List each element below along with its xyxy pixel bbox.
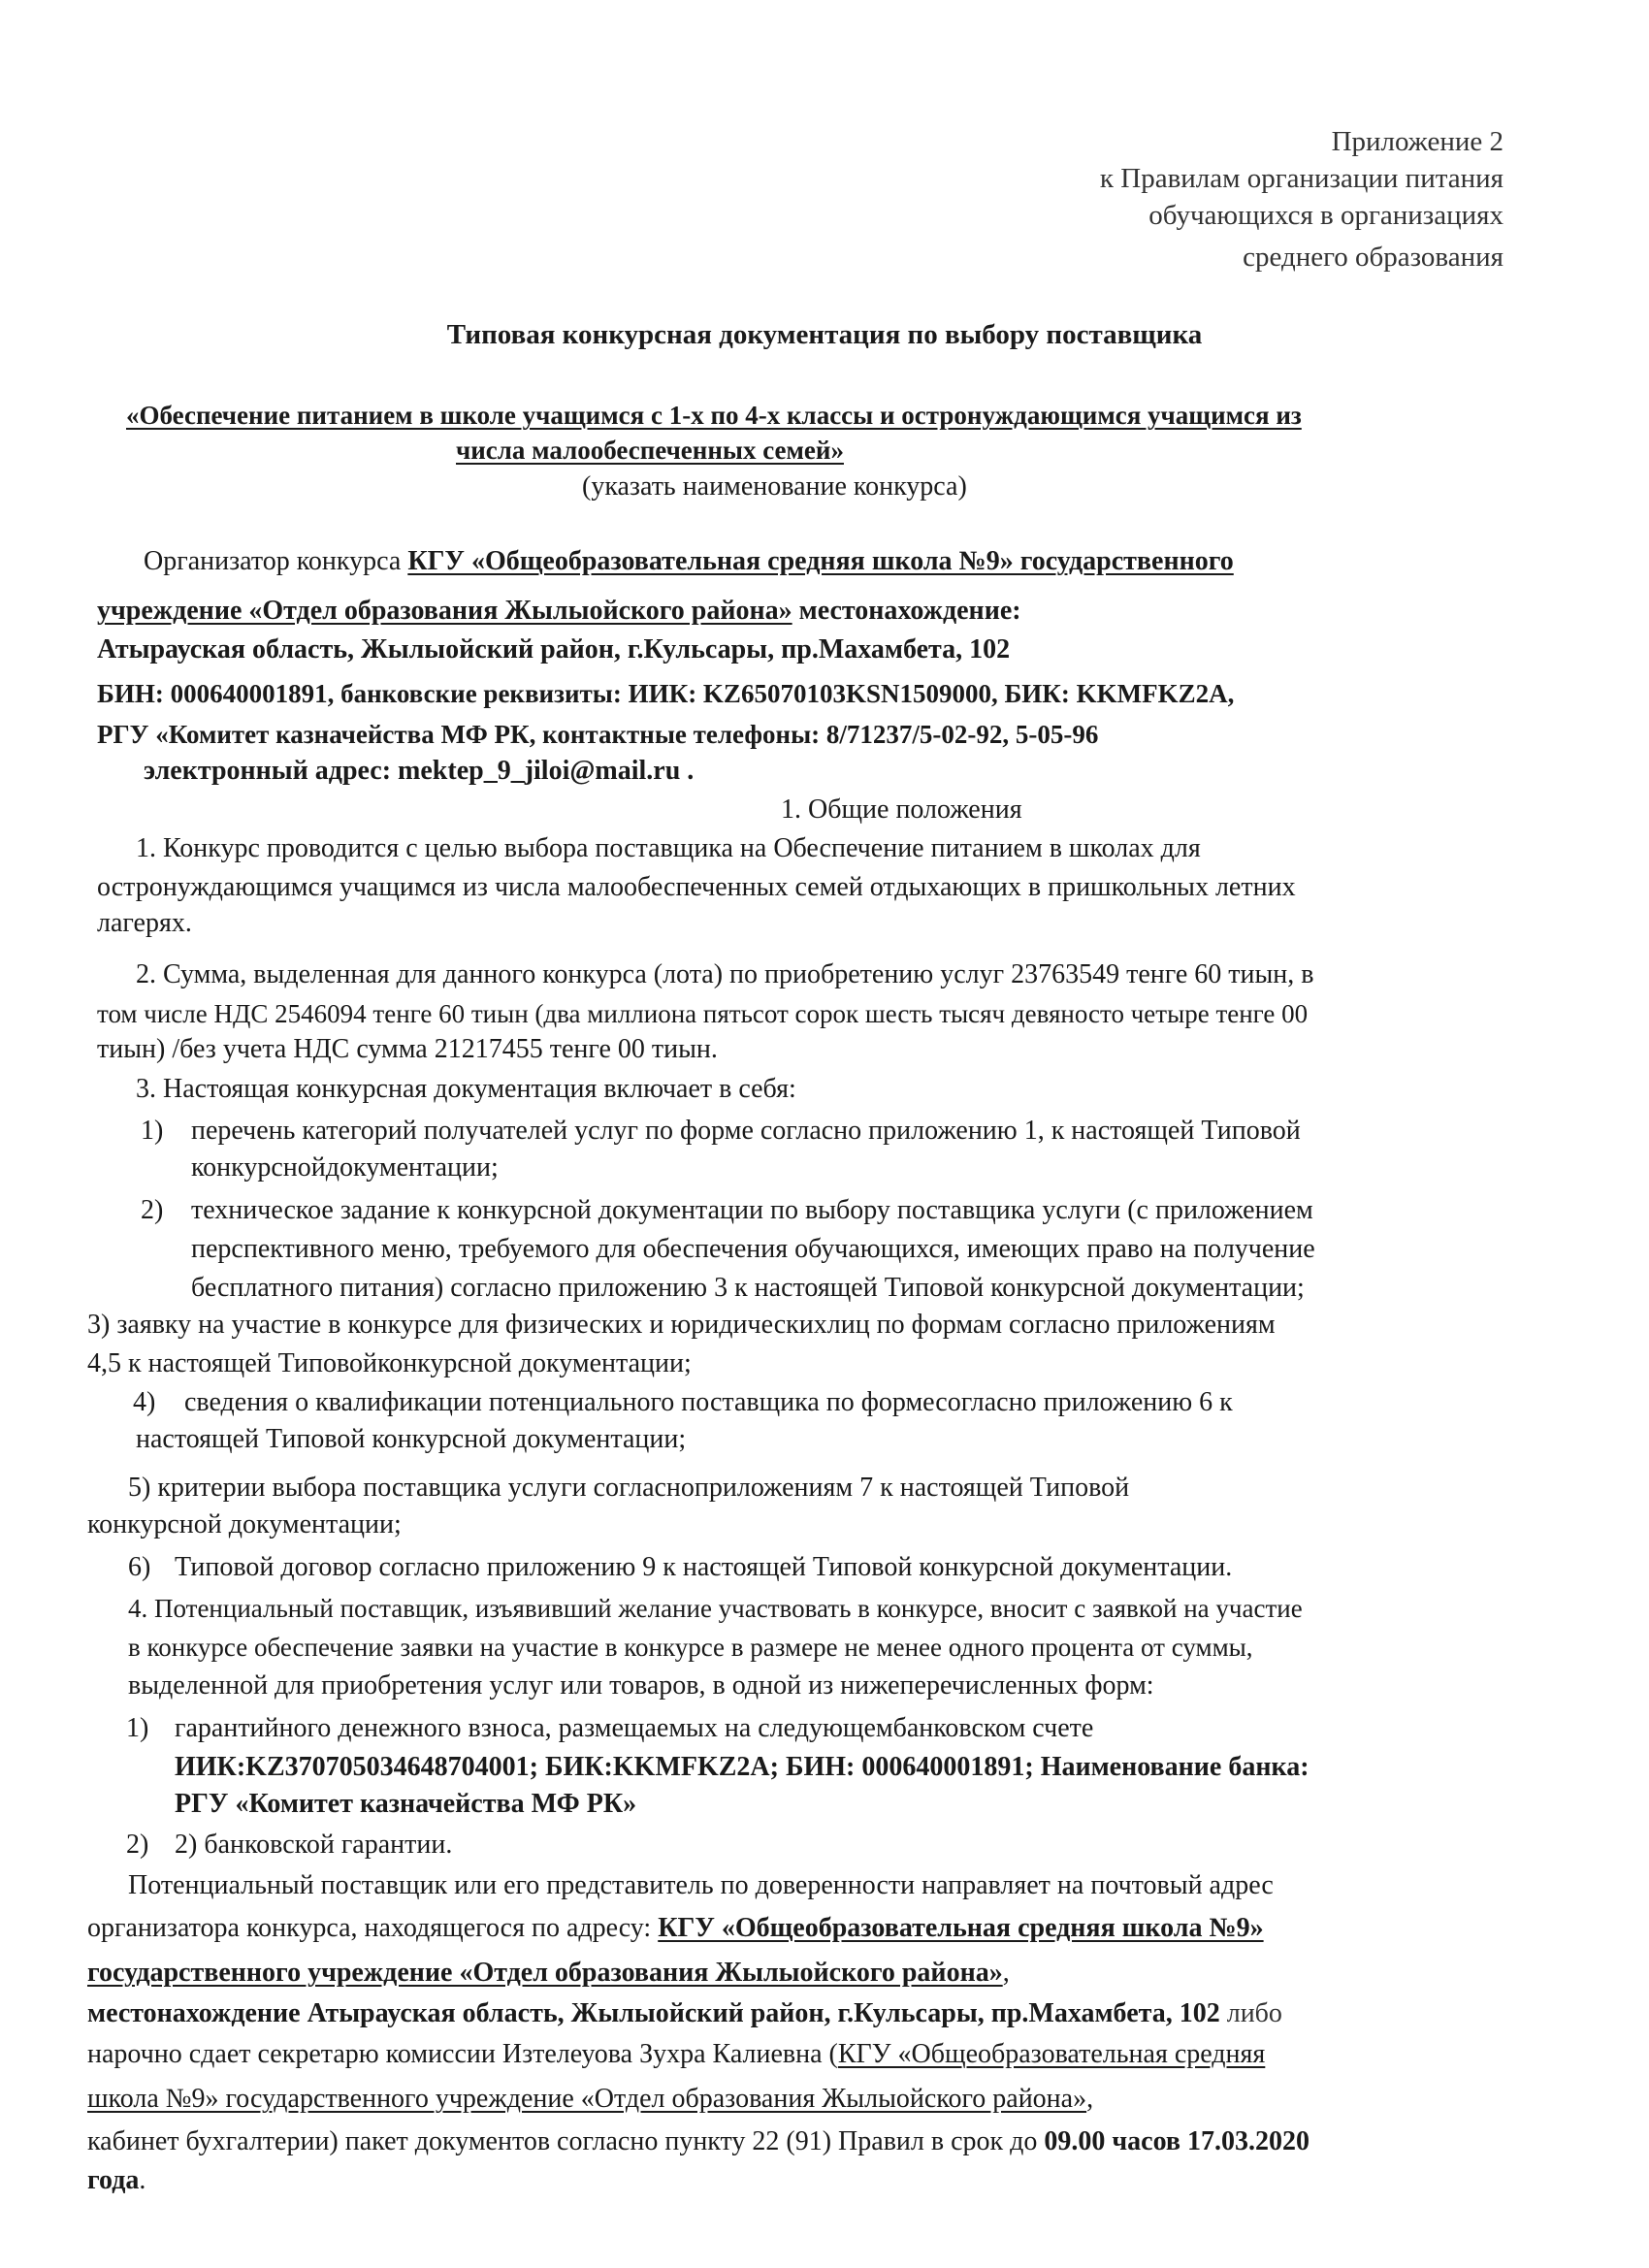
guarantee-1-line-3: РГУ «Комитет казначейства МФ РК» xyxy=(175,1789,637,1819)
guarantee-1-number: 1) xyxy=(126,1713,149,1743)
p1-line-2: остронуждающимся учащимся из числа малообеспеченных семей отдыхающих в пришкольных летних xyxy=(97,872,1296,902)
item-6-line-1: Типовой договор согласно приложению 9 к настоящей Типовой конкурсной документации. xyxy=(175,1552,1233,1582)
p2-line-2: том числе НДС 2546094 тенге 60 тиын (два миллиона пятьсот сорок шесть тысяч девяносто четыре тенге 00 xyxy=(97,999,1309,1028)
p3-line-1: 3. Настоящая конкурсная документация включает в себя: xyxy=(136,1074,796,1104)
organizer-prefix: Организатор конкурса xyxy=(144,546,408,576)
item-3-line-2: 4,5 к настоящей Типовойконкурсной документации; xyxy=(87,1348,692,1378)
item-4-number: 4) xyxy=(133,1387,156,1417)
p4-line-1: 4. Потенциальный поставщик, изъявивший желание участвовать в конкурсе, вносит с заявкой на участие xyxy=(128,1594,1303,1623)
p2-line-3: тиын) /без учета НДС сумма 21217455 тенге 00 тиын. xyxy=(97,1034,718,1064)
p5-line-3 xyxy=(87,1956,1010,1991)
item-5-line-1: 5) критерии выбора поставщика услуги согласноприложениям 7 к настоящей Типовой xyxy=(128,1473,1130,1503)
organizer-location-label: местонахождение: xyxy=(792,596,1021,626)
item-1-line-1: перечень категорий получателей услуг по форме согласно приложению 1, к настоящей Типовой xyxy=(191,1116,1301,1146)
p5-line-2 xyxy=(87,1911,1264,1946)
organizer-name-part-1: КГУ «Общеобразовательная средняя школа №9» государственного xyxy=(407,546,1234,576)
p1-line-1: 1. Конкурс проводится с целью выбора поставщика на Обеспечение питанием в школах для xyxy=(136,833,1201,863)
p5-line-5 xyxy=(87,2037,1265,2072)
p5-organizer-name-1: КГУ «Общеобразовательная средняя школа №9» xyxy=(658,1913,1264,1943)
item-4-line-2: настоящей Типовой конкурсной документации; xyxy=(136,1424,687,1454)
document-title: Типовая конкурсная документация по выбору поставщика xyxy=(446,319,1203,350)
p1-line-3: лагерях. xyxy=(97,908,192,938)
p5-organizer-name-4: школа №9» государственного учреждение «Отдел образования Жылыойского района» xyxy=(87,2084,1087,2114)
item-4-line-1: сведения о квалификации потенциального поставщика по формесогласно приложению 6 к xyxy=(184,1387,1233,1417)
organizer-email-line: электронный адрес: mektep_9_jiloi@mail.ru . xyxy=(144,756,695,786)
guarantee-2-number: 2) xyxy=(126,1830,149,1860)
appendix-line-3: обучающихся в организациях xyxy=(1148,200,1504,231)
contest-name-hint: (указать наименование конкурса) xyxy=(582,471,967,502)
item-2-line-3: бесплатного питания) согласно приложению 3 к настоящей Типовой конкурсной документации; xyxy=(191,1273,1305,1303)
p5-line-6 xyxy=(87,2082,1093,2117)
guarantee-1-line-2: ИИК:KZ370705034648704001; БИК:KKMFKZ2A; БИН: 000640001891; Наименование банка: xyxy=(175,1752,1310,1782)
p5-line-4-end: либо xyxy=(1219,1998,1282,2028)
organizer-bin-line: БИН: 000640001891, банковские реквизиты: ИИК: KZ65070103KSN1509000, БИК: KKMFKZ2A, xyxy=(97,679,1235,708)
item-2-line-1: техническое задание к конкурсной документации по выбору поставщика услуги (с приложением xyxy=(191,1195,1313,1225)
item-1-line-2: конкурснойдокументации; xyxy=(191,1152,499,1183)
p4-line-2: в конкурсе обеспечение заявки на участие в конкурсе в размере не менее одного процента от суммы, xyxy=(128,1633,1253,1662)
organizer-name-part-2: учреждение «Отдел образования Жылыойского района» xyxy=(97,596,792,626)
p5-secretary-text: нарочно сдает секретарю комиссии Изтелеуова Зухра Калиевна ( xyxy=(87,2039,838,2069)
p5-line-4 xyxy=(87,1996,1282,2031)
p5-location: местонахождение Атырауская область, Жылыойский район, г.Кульсары, пр.Махамбета, 102 xyxy=(87,1998,1220,2028)
p5-organizer-name-2: государственного учреждение «Отдел образования Жылыойского района» xyxy=(87,1958,1003,1988)
p2-line-1: 2. Сумма, выделенная для данного конкурса (лота) по приобретению услуг 23763549 тенге 60 тиын, в xyxy=(136,959,1314,989)
p5-line-1: Потенциальный поставщик или его представитель по доверенности направляет на почтовый адрес xyxy=(128,1870,1274,1900)
p5-year-word: года xyxy=(87,2165,140,2195)
p4-line-3: выделенной для приобретения услуг или товаров, в одной из нижеперечисленных форм: xyxy=(128,1670,1154,1701)
contest-name-line-2: числа малообеспеченных семей» xyxy=(456,436,844,465)
p5-deadline-text: кабинет бухгалтерии) пакет документов согласно пункту 22 (91) Правил в срок до xyxy=(87,2126,1045,2156)
appendix-line-2: к Правилам организации питания xyxy=(1099,163,1504,194)
p5-line-7 xyxy=(87,2124,1310,2159)
p5-deadline-date: 09.00 часов 17.03.2020 xyxy=(1044,2126,1310,2156)
guarantee-1-line-1: гарантийного денежного взноса, размещаемых на следующембанковском счете xyxy=(175,1713,1094,1743)
item-6-number: 6) xyxy=(128,1552,151,1582)
section-1-heading: 1. Общие положения xyxy=(781,794,1022,825)
item-5-line-2: конкурсной документации; xyxy=(87,1509,402,1539)
guarantee-2-line-1: 2) банковской гарантии. xyxy=(175,1830,453,1860)
appendix-line-1: Приложение 2 xyxy=(1331,126,1504,157)
p5-final-period: . xyxy=(139,2165,146,2195)
item-1-number: 1) xyxy=(141,1116,164,1146)
p5-line-2-text: организатора конкурса, находящегося по адресу: xyxy=(87,1913,659,1943)
organizer-line-1 xyxy=(144,544,1234,579)
organizer-rgu-line: РГУ «Комитет казначейства МФ РК, контактные телефоны: 8/71237/5-02-92, 5-05-96 xyxy=(97,720,1099,749)
item-2-line-2: перспективного меню, требуемого для обеспечения обучающихся, имеющих право на получение xyxy=(191,1234,1315,1264)
item-2-number: 2) xyxy=(141,1195,164,1225)
item-3-line-1: 3) заявку на участие в конкурсе для физических и юридическихлиц по формам согласно приложениям xyxy=(87,1310,1276,1340)
appendix-line-4: среднего образования xyxy=(1243,242,1504,273)
p5-line-3-comma: , xyxy=(1002,1958,1010,1988)
organizer-line-2 xyxy=(97,594,1021,629)
organizer-address: Атырауская область, Жылыойский район, г.Кульсары, пр.Махамбета, 102 xyxy=(97,634,1011,664)
p5-organizer-name-3: КГУ «Общеобразовательная средняя xyxy=(837,2039,1266,2069)
p5-line-6-comma: , xyxy=(1086,2084,1094,2114)
contest-name-line-1: «Обеспечение питанием в школе учащимся с 1-х по 4-х классы и остронуждающимся учащимся из xyxy=(126,401,1302,430)
p5-line-8 xyxy=(87,2163,146,2198)
